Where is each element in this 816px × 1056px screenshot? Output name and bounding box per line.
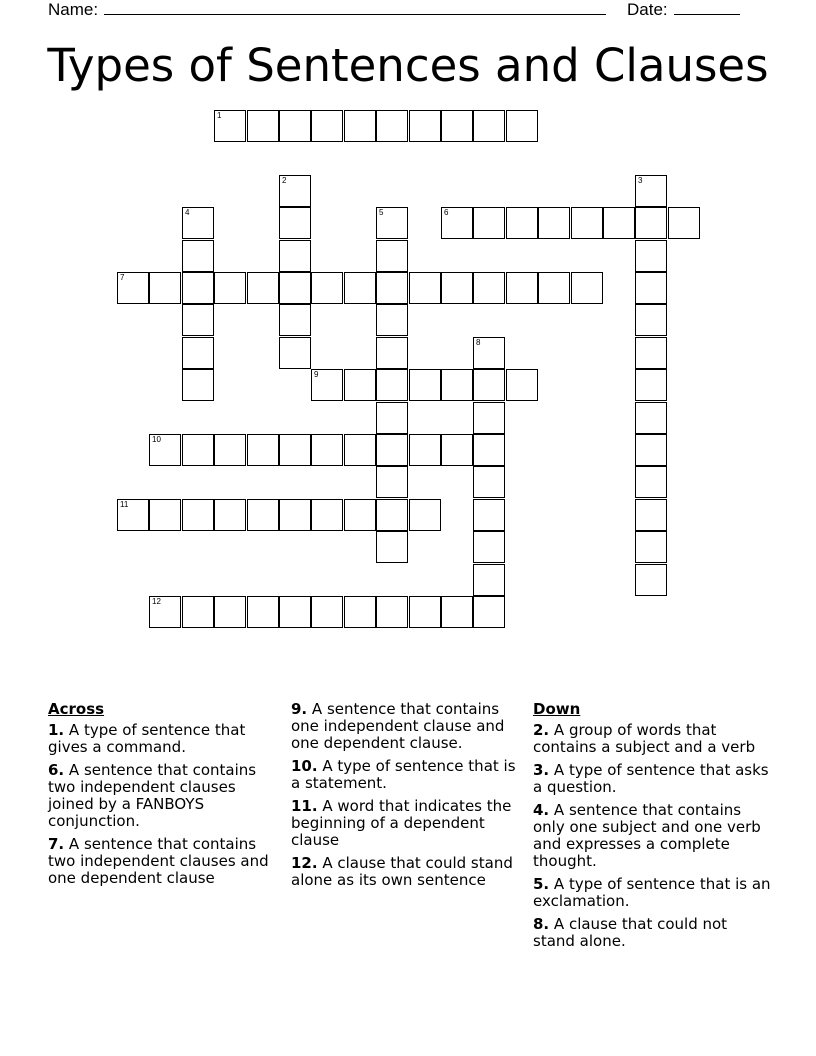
crossword-cell[interactable]: [635, 304, 667, 336]
crossword-cell[interactable]: [376, 499, 408, 531]
crossword-cell[interactable]: [376, 207, 408, 239]
clue-across-11: 11. A word that indicates the beginning of a dependent clause: [291, 797, 512, 849]
clue-down-5: 5. A type of sentence that is an exclamation.: [533, 875, 771, 910]
clue-across-10: 10. A type of sentence that is a statement.: [291, 757, 516, 792]
crossword-cell[interactable]: [441, 369, 473, 401]
crossword-cell[interactable]: [409, 110, 441, 142]
crossword-cell[interactable]: [473, 466, 505, 498]
crossword-cell[interactable]: [473, 369, 505, 401]
crossword-cell[interactable]: [376, 596, 408, 628]
crossword-cell[interactable]: [473, 337, 505, 369]
crossword-cell[interactable]: [635, 564, 667, 596]
crossword-cell[interactable]: [344, 369, 376, 401]
crossword-cell[interactable]: [473, 110, 505, 142]
crossword-cell[interactable]: [182, 499, 214, 531]
crossword-cell[interactable]: [635, 434, 667, 466]
clue-number: 7: [120, 273, 125, 282]
crossword-cell[interactable]: [473, 207, 505, 239]
crossword-cell[interactable]: [635, 499, 667, 531]
crossword-cell[interactable]: [376, 531, 408, 563]
clue-down-2: 2. A group of words that contains a subject and a verb: [533, 721, 756, 756]
crossword-cell[interactable]: [409, 434, 441, 466]
crossword-cell[interactable]: [279, 596, 311, 628]
crossword-cell[interactable]: [214, 499, 246, 531]
crossword-cell[interactable]: [279, 110, 311, 142]
crossword-cell[interactable]: [473, 402, 505, 434]
clue-number: 12: [152, 597, 161, 606]
clue-across-7: 7. A sentence that contains two independent clauses and one dependent clause: [48, 835, 269, 887]
crossword-cell[interactable]: [182, 207, 214, 239]
crossword-cell[interactable]: [441, 596, 473, 628]
clue-across-1: 1. A type of sentence that gives a command.: [48, 721, 246, 756]
name-label: Name:: [48, 0, 99, 19]
crossword-cell[interactable]: [571, 207, 603, 239]
crossword-cell[interactable]: [506, 207, 538, 239]
crossword-cell[interactable]: [311, 499, 343, 531]
crossword-cell[interactable]: [279, 272, 311, 304]
crossword-cell[interactable]: [376, 434, 408, 466]
crossword-cell[interactable]: [538, 207, 570, 239]
crossword-cell[interactable]: [571, 272, 603, 304]
crossword-cell[interactable]: [409, 369, 441, 401]
crossword-cell[interactable]: [247, 110, 279, 142]
across-clues-col1: [48, 701, 280, 893]
crossword-cell[interactable]: [214, 434, 246, 466]
crossword-cell[interactable]: [247, 434, 279, 466]
clue-down-8: 8. A clause that could not stand alone.: [533, 915, 728, 950]
crossword-cell[interactable]: [117, 499, 149, 531]
crossword-cell[interactable]: [182, 272, 214, 304]
crossword-cell[interactable]: [279, 499, 311, 531]
crossword-cell[interactable]: [441, 207, 473, 239]
crossword-cell[interactable]: [279, 207, 311, 239]
clue-number: 4: [185, 208, 190, 217]
down-clues: [533, 701, 773, 956]
crossword-cell[interactable]: [344, 434, 376, 466]
down-heading: Down: [533, 700, 581, 718]
crossword-cell[interactable]: [376, 110, 408, 142]
crossword-cell[interactable]: [376, 272, 408, 304]
crossword-cell[interactable]: [279, 240, 311, 272]
crossword-cell[interactable]: [635, 369, 667, 401]
page-title: Types of Sentences and Clauses: [47, 39, 769, 92]
clue-number: 1: [217, 111, 222, 120]
crossword-cell[interactable]: [635, 337, 667, 369]
crossword-cell[interactable]: [441, 434, 473, 466]
clue-number: 9: [314, 370, 319, 379]
clue-number: 8: [476, 338, 481, 347]
crossword-cell[interactable]: [506, 272, 538, 304]
clue-down-4: 4. A sentence that contains only one subject and one verb and expresses a complete thought.: [533, 801, 761, 870]
crossword-cell[interactable]: [473, 499, 505, 531]
clue-number: 11: [120, 500, 129, 509]
crossword-cell[interactable]: [635, 272, 667, 304]
crossword-cell[interactable]: [214, 272, 246, 304]
clue-number: 5: [379, 208, 384, 217]
crossword-cell[interactable]: [182, 596, 214, 628]
crossword-cell[interactable]: [409, 272, 441, 304]
clue-number: 2: [282, 176, 287, 185]
crossword-cell[interactable]: [635, 402, 667, 434]
date-label: Date:: [627, 0, 668, 19]
crossword-cell[interactable]: [344, 110, 376, 142]
crossword-cell[interactable]: [182, 369, 214, 401]
crossword-cell[interactable]: [409, 499, 441, 531]
crossword-cell[interactable]: [376, 337, 408, 369]
crossword-cell[interactable]: [473, 531, 505, 563]
crossword-cell[interactable]: [247, 596, 279, 628]
crossword-cell[interactable]: [279, 304, 311, 336]
clue-number: 10: [152, 435, 161, 444]
crossword-cell[interactable]: [182, 337, 214, 369]
crossword-cell[interactable]: [635, 531, 667, 563]
crossword-cell[interactable]: [635, 240, 667, 272]
clue-number: 6: [444, 208, 449, 217]
crossword-cell[interactable]: [538, 272, 570, 304]
crossword-cell[interactable]: [279, 434, 311, 466]
crossword-cell[interactable]: [247, 499, 279, 531]
crossword-cell[interactable]: [182, 240, 214, 272]
crossword-cell[interactable]: [149, 434, 181, 466]
crossword-cell[interactable]: [149, 499, 181, 531]
crossword-cell[interactable]: [376, 304, 408, 336]
crossword-cell[interactable]: [214, 596, 246, 628]
crossword-cell[interactable]: [149, 596, 181, 628]
crossword-cell[interactable]: [182, 434, 214, 466]
crossword-cell[interactable]: [311, 110, 343, 142]
crossword-cell[interactable]: [635, 207, 667, 239]
crossword-cell[interactable]: [473, 596, 505, 628]
clue-across-12: 12. A clause that could stand alone as its own sentence: [291, 854, 513, 889]
crossword-cell[interactable]: [344, 596, 376, 628]
crossword-cell[interactable]: [506, 110, 538, 142]
crossword-cell[interactable]: [635, 466, 667, 498]
crossword-cell[interactable]: [473, 272, 505, 304]
crossword-cell[interactable]: [279, 337, 311, 369]
crossword-cell[interactable]: [603, 207, 635, 239]
crossword-cell[interactable]: [473, 564, 505, 596]
crossword-cell[interactable]: [279, 175, 311, 207]
crossword-cell[interactable]: [376, 240, 408, 272]
crossword-cell[interactable]: [441, 110, 473, 142]
clue-across-9: 9. A sentence that contains one independent clause and one dependent clause.: [291, 700, 505, 752]
crossword-cell[interactable]: [409, 596, 441, 628]
crossword-cell[interactable]: [182, 304, 214, 336]
crossword-cell[interactable]: [311, 434, 343, 466]
across-heading: Across: [48, 700, 105, 718]
crossword-cell[interactable]: [506, 369, 538, 401]
crossword-cell[interactable]: [473, 434, 505, 466]
crossword-cell[interactable]: [311, 369, 343, 401]
crossword-cell[interactable]: [635, 175, 667, 207]
across-clues-col2: [291, 701, 527, 895]
crossword-cell[interactable]: [344, 499, 376, 531]
crossword-cell[interactable]: [376, 369, 408, 401]
clue-across-6: 6. A sentence that contains two independent clauses joined by a FANBOYS conjunction.: [48, 761, 257, 830]
crossword-cell[interactable]: [441, 272, 473, 304]
crossword-cell[interactable]: [149, 272, 181, 304]
crossword-cell[interactable]: [117, 272, 149, 304]
crossword-cell[interactable]: [376, 402, 408, 434]
crossword-cell[interactable]: [311, 596, 343, 628]
clue-down-3: 3. A type of sentence that asks a question.: [533, 761, 769, 796]
crossword-cell[interactable]: [247, 272, 279, 304]
crossword-cell[interactable]: [311, 272, 343, 304]
crossword-cell[interactable]: [668, 207, 700, 239]
crossword-cell[interactable]: [344, 272, 376, 304]
clue-number: 3: [638, 176, 643, 185]
crossword-cell[interactable]: [376, 466, 408, 498]
crossword-cell[interactable]: [214, 110, 246, 142]
